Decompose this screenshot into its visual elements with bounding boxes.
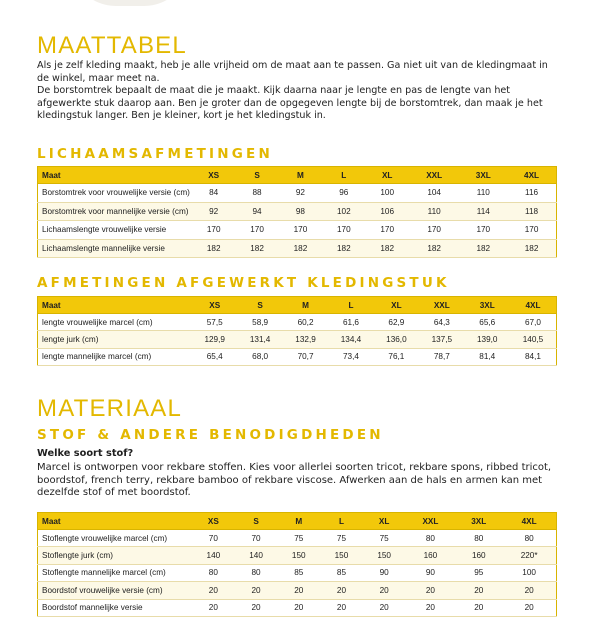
table-header-cell: Maat xyxy=(38,167,193,184)
table-row xyxy=(38,184,557,203)
value-cell: 170 xyxy=(366,221,409,240)
value-cell: 68,0 xyxy=(237,348,282,365)
value-cell: 62,9 xyxy=(374,314,419,331)
lichaam-title: LICHAAMSAFMETINGEN xyxy=(37,146,273,162)
value-cell: 20 xyxy=(235,582,278,599)
value-cell: 64,3 xyxy=(419,314,464,331)
row-label-cell: Stoflengte mannelijke marcel (cm) xyxy=(38,564,193,581)
row-label-cell: lengte mannelijke marcel (cm) xyxy=(38,348,193,365)
value-cell: 76,1 xyxy=(374,348,419,365)
value-cell: 90 xyxy=(406,564,456,581)
value-cell: 85 xyxy=(277,564,320,581)
value-cell: 20 xyxy=(320,582,363,599)
value-cell: 67,0 xyxy=(510,314,557,331)
value-cell: 140 xyxy=(192,547,235,564)
value-cell: 84 xyxy=(192,184,235,203)
value-cell: 170 xyxy=(507,221,556,240)
value-cell: 150 xyxy=(277,547,320,564)
table-header-cell: XS xyxy=(192,513,235,530)
value-cell: 182 xyxy=(235,239,278,258)
value-cell: 58,9 xyxy=(237,314,282,331)
value-cell: 182 xyxy=(409,239,460,258)
maattabel-title: MAATTABEL xyxy=(37,32,187,59)
value-cell: 20 xyxy=(406,582,456,599)
row-label-cell: Boordstof mannelijke versie xyxy=(38,599,193,616)
table-header-cell: XS xyxy=(192,297,237,314)
value-cell: 20 xyxy=(363,582,406,599)
value-cell: 20 xyxy=(192,599,235,616)
value-cell: 85 xyxy=(320,564,363,581)
value-cell: 61,6 xyxy=(328,314,373,331)
value-cell: 20 xyxy=(455,582,502,599)
table-header-row xyxy=(38,297,557,314)
value-cell: 170 xyxy=(235,221,278,240)
table-row xyxy=(38,239,557,258)
materiaal-question: Welke soort stof? xyxy=(37,448,134,459)
value-cell: 170 xyxy=(322,221,365,240)
table-header-cell: Maat xyxy=(38,297,193,314)
value-cell: 150 xyxy=(363,547,406,564)
value-cell: 81,4 xyxy=(465,348,510,365)
row-label-cell: lengte jurk (cm) xyxy=(38,331,193,348)
value-cell: 80 xyxy=(192,564,235,581)
value-cell: 65,4 xyxy=(192,348,237,365)
table-header-cell: Maat xyxy=(38,513,193,530)
table-header-cell: L xyxy=(328,297,373,314)
value-cell: 102 xyxy=(322,202,365,221)
value-cell: 182 xyxy=(322,239,365,258)
table-header-cell: 3XL xyxy=(465,297,510,314)
value-cell: 70 xyxy=(192,530,235,547)
value-cell: 70,7 xyxy=(283,348,328,365)
value-cell: 170 xyxy=(192,221,235,240)
table-header-cell: 3XL xyxy=(455,513,502,530)
table-header-cell: XXL xyxy=(409,167,460,184)
maattabel-paragraph: Als je zelf kleding maakt, heb je alle vrijheid om de maat aan te passen. Ga niet uit van de kledingmaat in de winkel, maar meet na. De borstomtrek bepaalt de maat die je maakt. Kijk daarna naar je lengte en pas de lengte van het afgewerkte stuk daarop aan. Ben je groter dan de opgegeven lengte bij de borstomtrek, dan maak je het kledingstuk langer. Ben je kleiner, kort je het kledingstuk in. xyxy=(37,60,548,121)
value-cell: 20 xyxy=(277,582,320,599)
value-cell: 20 xyxy=(192,582,235,599)
value-cell: 70 xyxy=(235,530,278,547)
table-row xyxy=(38,564,557,581)
value-cell: 98 xyxy=(279,202,322,221)
value-cell: 65,6 xyxy=(465,314,510,331)
value-cell: 110 xyxy=(459,184,507,203)
value-cell: 75 xyxy=(277,530,320,547)
table-header-cell: L xyxy=(320,513,363,530)
table-row xyxy=(38,202,557,221)
table-row xyxy=(38,221,557,240)
value-cell: 20 xyxy=(455,599,502,616)
table-row xyxy=(38,530,557,547)
table-header-cell: XS xyxy=(192,167,235,184)
value-cell: 73,4 xyxy=(328,348,373,365)
table-row xyxy=(38,331,557,348)
value-cell: 20 xyxy=(502,582,556,599)
table-header-cell: XL xyxy=(366,167,409,184)
value-cell: 100 xyxy=(366,184,409,203)
table-header-row xyxy=(38,513,557,530)
table-row xyxy=(38,582,557,599)
value-cell: 78,7 xyxy=(419,348,464,365)
value-cell: 80 xyxy=(406,530,456,547)
decorative-arc xyxy=(70,0,190,6)
value-cell: 132,9 xyxy=(283,331,328,348)
value-cell: 140,5 xyxy=(510,331,557,348)
row-label-cell: lengte vrouwelijke marcel (cm) xyxy=(38,314,193,331)
value-cell: 139,0 xyxy=(465,331,510,348)
value-cell: 20 xyxy=(235,599,278,616)
value-cell: 220* xyxy=(502,547,556,564)
table-header-cell: M xyxy=(279,167,322,184)
value-cell: 182 xyxy=(459,239,507,258)
value-cell: 160 xyxy=(406,547,456,564)
table-header-cell: XL xyxy=(374,297,419,314)
value-cell: 75 xyxy=(363,530,406,547)
value-cell: 92 xyxy=(279,184,322,203)
value-cell: 140 xyxy=(235,547,278,564)
table-header-cell: M xyxy=(283,297,328,314)
row-label-cell: Stoflengte vrouwelijke marcel (cm) xyxy=(38,530,193,547)
table-header-cell: M xyxy=(277,513,320,530)
value-cell: 110 xyxy=(409,202,460,221)
value-cell: 80 xyxy=(235,564,278,581)
value-cell: 90 xyxy=(363,564,406,581)
materiaal-subtitle: STOF & ANDERE BENODIGDHEDEN xyxy=(37,427,384,443)
value-cell: 100 xyxy=(502,564,556,581)
value-cell: 88 xyxy=(235,184,278,203)
table-row xyxy=(38,314,557,331)
table-header-cell: 3XL xyxy=(459,167,507,184)
table-header-cell: XXL xyxy=(419,297,464,314)
value-cell: 84,1 xyxy=(510,348,557,365)
value-cell: 129,9 xyxy=(192,331,237,348)
value-cell: 182 xyxy=(507,239,556,258)
value-cell: 150 xyxy=(320,547,363,564)
table-header-cell: S xyxy=(235,513,278,530)
value-cell: 104 xyxy=(409,184,460,203)
row-label-cell: Lichaamslengte vrouwelijke versie xyxy=(38,221,193,240)
value-cell: 118 xyxy=(507,202,556,221)
value-cell: 80 xyxy=(455,530,502,547)
row-label-cell: Boordstof vrouwelijke versie (cm) xyxy=(38,582,193,599)
value-cell: 57,5 xyxy=(192,314,237,331)
value-cell: 170 xyxy=(459,221,507,240)
value-cell: 114 xyxy=(459,202,507,221)
materiaal-table xyxy=(37,512,557,617)
value-cell: 20 xyxy=(363,599,406,616)
table-header-row xyxy=(38,167,557,184)
table-header-cell: XXL xyxy=(406,513,456,530)
table-row xyxy=(38,547,557,564)
row-label-cell: Borstomtrek voor mannelijke versie (cm) xyxy=(38,202,193,221)
value-cell: 136,0 xyxy=(374,331,419,348)
value-cell: 116 xyxy=(507,184,556,203)
table-header-cell: 4XL xyxy=(510,297,557,314)
table-header-cell: 4XL xyxy=(507,167,556,184)
row-label-cell: Lichaamslengte mannelijke versie xyxy=(38,239,193,258)
materiaal-title: MATERIAAL xyxy=(37,395,183,422)
table-header-cell: S xyxy=(237,297,282,314)
table-header-cell: S xyxy=(235,167,278,184)
value-cell: 80 xyxy=(502,530,556,547)
value-cell: 182 xyxy=(279,239,322,258)
afgewerkt-title: AFMETINGEN AFGEWERKT KLEDINGSTUK xyxy=(37,275,450,291)
table-header-cell: L xyxy=(322,167,365,184)
value-cell: 95 xyxy=(455,564,502,581)
value-cell: 75 xyxy=(320,530,363,547)
value-cell: 106 xyxy=(366,202,409,221)
value-cell: 137,5 xyxy=(419,331,464,348)
value-cell: 20 xyxy=(406,599,456,616)
value-cell: 96 xyxy=(322,184,365,203)
value-cell: 182 xyxy=(366,239,409,258)
value-cell: 170 xyxy=(279,221,322,240)
row-label-cell: Borstomtrek voor vrouwelijke versie (cm) xyxy=(38,184,193,203)
value-cell: 134,4 xyxy=(328,331,373,348)
table-row xyxy=(38,599,557,616)
table-row xyxy=(38,348,557,365)
value-cell: 20 xyxy=(502,599,556,616)
table-header-cell: 4XL xyxy=(502,513,556,530)
table-header-cell: XL xyxy=(363,513,406,530)
value-cell: 131,4 xyxy=(237,331,282,348)
value-cell: 182 xyxy=(192,239,235,258)
value-cell: 92 xyxy=(192,202,235,221)
value-cell: 170 xyxy=(409,221,460,240)
row-label-cell: Stoflengte jurk (cm) xyxy=(38,547,193,564)
lichaam-table xyxy=(37,166,557,258)
value-cell: 20 xyxy=(320,599,363,616)
value-cell: 20 xyxy=(277,599,320,616)
value-cell: 60,2 xyxy=(283,314,328,331)
afgewerkt-table xyxy=(37,296,557,366)
value-cell: 160 xyxy=(455,547,502,564)
value-cell: 94 xyxy=(235,202,278,221)
materiaal-paragraph: Marcel is ontworpen voor rekbare stoffen. Kies voor allerlei soorten tricot, rekbare spons, ribbed tricot, boordstof, french terry, rekbare bamboo of rekbare viscose. Afwerken aan de hals en armen kan met dezelfde stof of met boordstof. xyxy=(37,462,552,499)
